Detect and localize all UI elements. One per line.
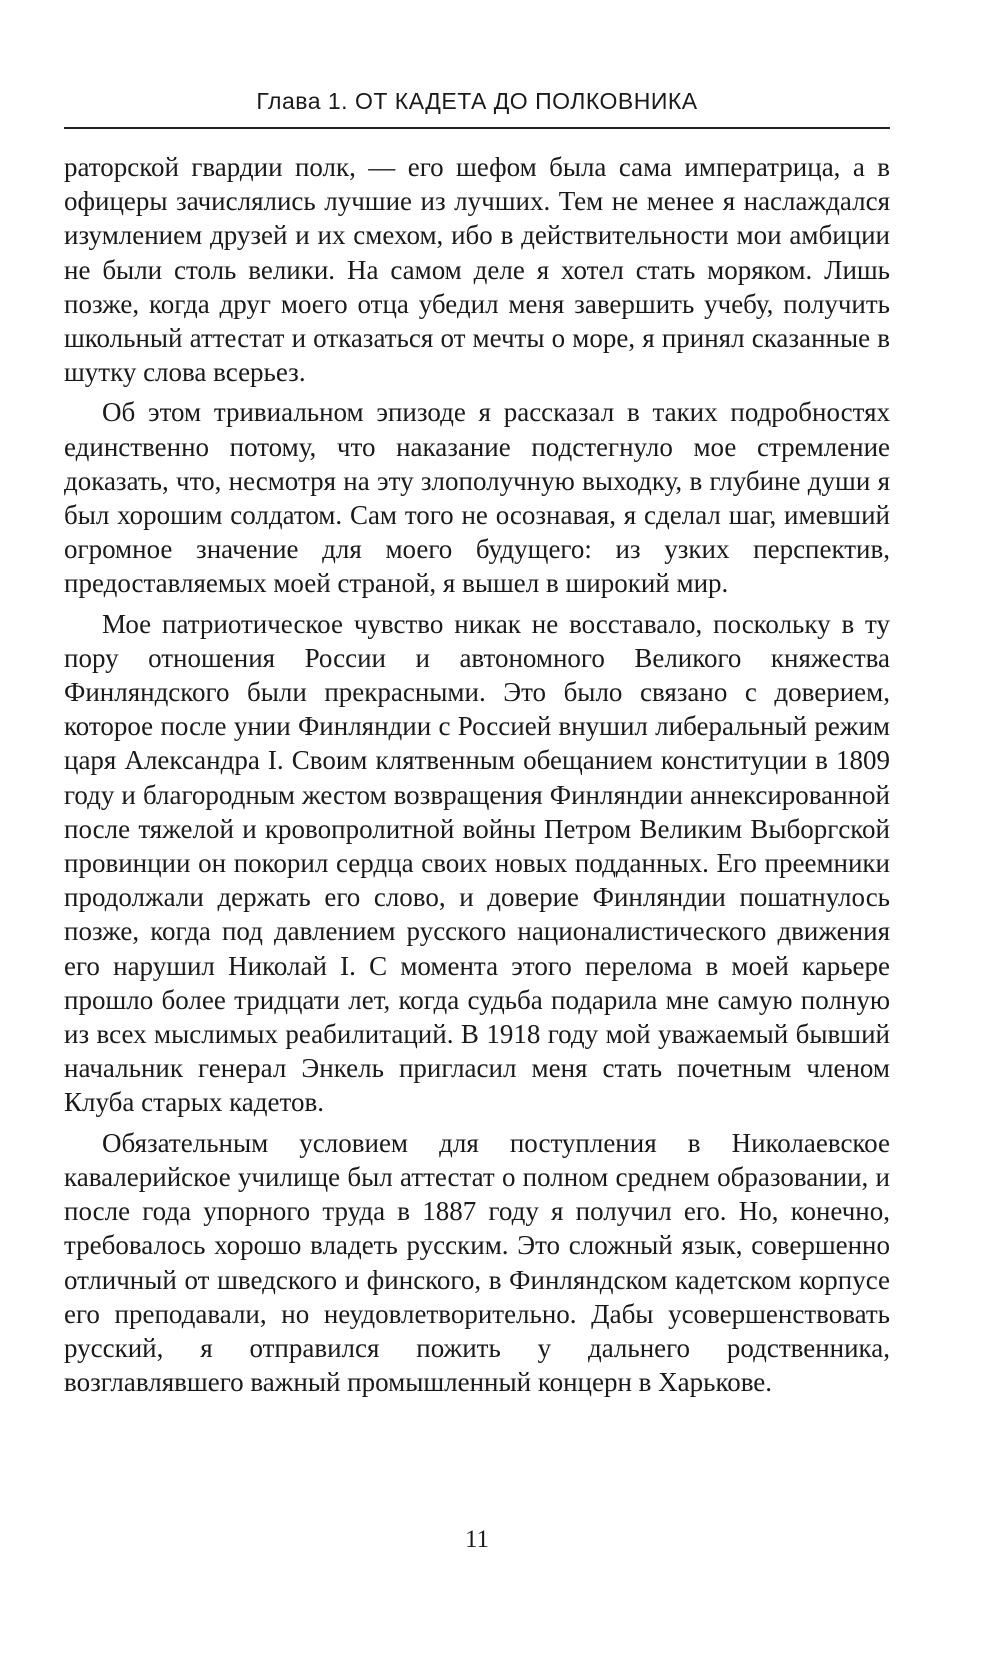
paragraph: Обязательным условием для поступления в Николаевское кавалерийское училище был аттестат о полном среднем образовании, и после года упорного труда в 1887 году я получил его. Но, конечно, требовалось хорошо владеть русским. Это сложный язык, совершенно отличный от шведского и финского, в Финляндском кадетском корпусе его преподавали, но неудовлетворительно. Дабы усовершенствовать русский, я отправился пожить у дальнего родственника, возглавлявшего важный промышленный концерн в Харькове. — [64, 1127, 890, 1398]
header-rule — [64, 127, 890, 129]
body-text — [64, 150, 890, 1399]
paragraph: Об этом тривиальном эпизоде я рассказал в таких подробностях единственно потому, что наказание подстегнуло мое стремление доказать, что, несмотря на эту злополучную выходку, в глубине души я был хорошим солдатом. Сам того не осознавая, я сделал шаг, имевший огромное значение для моего будущего: из узких перспектив, предоставляемых моей страной, я вышел в широкий мир. — [64, 397, 890, 599]
page-number: 11 — [464, 1526, 490, 1553]
paragraph: Мое патриотическое чувство никак не восставало, поскольку в ту пору отношения России и автономного Великого княжества Финляндского были прекрасными. Это было связано с доверием, которое после унии Финляндии с Россией внушил либеральный режим царя Александра I. Своим клятвенным обещанием конституции в 1809 году и благородным жестом возвращения Финляндии аннексированной после тяжелой и кровопролитной войны Петром Великим Выборгской провинции он покорил сердца своих новых подданных. Его преемники продолжали держать его слово, и доверие Финляндии пошатнулось позже, когда под давлением русского националистического движения его нарушил Николай I. С момента этого перелома в моей карьере прошло более тридцати лет, когда судьба подарила мне самую полную из всех мыслимых реабилитаций. В 1918 году мой уважаемый бывший начальник генерал Энкель пригласил меня стать почетным членом Клуба старых кадетов. — [64, 608, 890, 1118]
paragraph-continued: раторской гвардии полк, — его шефом была сама императрица, а в офицеры зачислялись лучшие из лучших. Тем не менее я наслаждался изумлением друзей и их смехом, ибо в действительности мои амбиции не были столь велики. На самом деле я хотел стать моряком. Лишь позже, когда друг моего отца убедил меня завершить учебу, получить школьный аттестат и отказаться от мечты о море, я принял сказанные в шутку слова всерьез. — [64, 152, 890, 388]
running-head: Глава 1. ОТ КАДЕТА ДО ПОЛКОВНИКА — [256, 88, 698, 114]
